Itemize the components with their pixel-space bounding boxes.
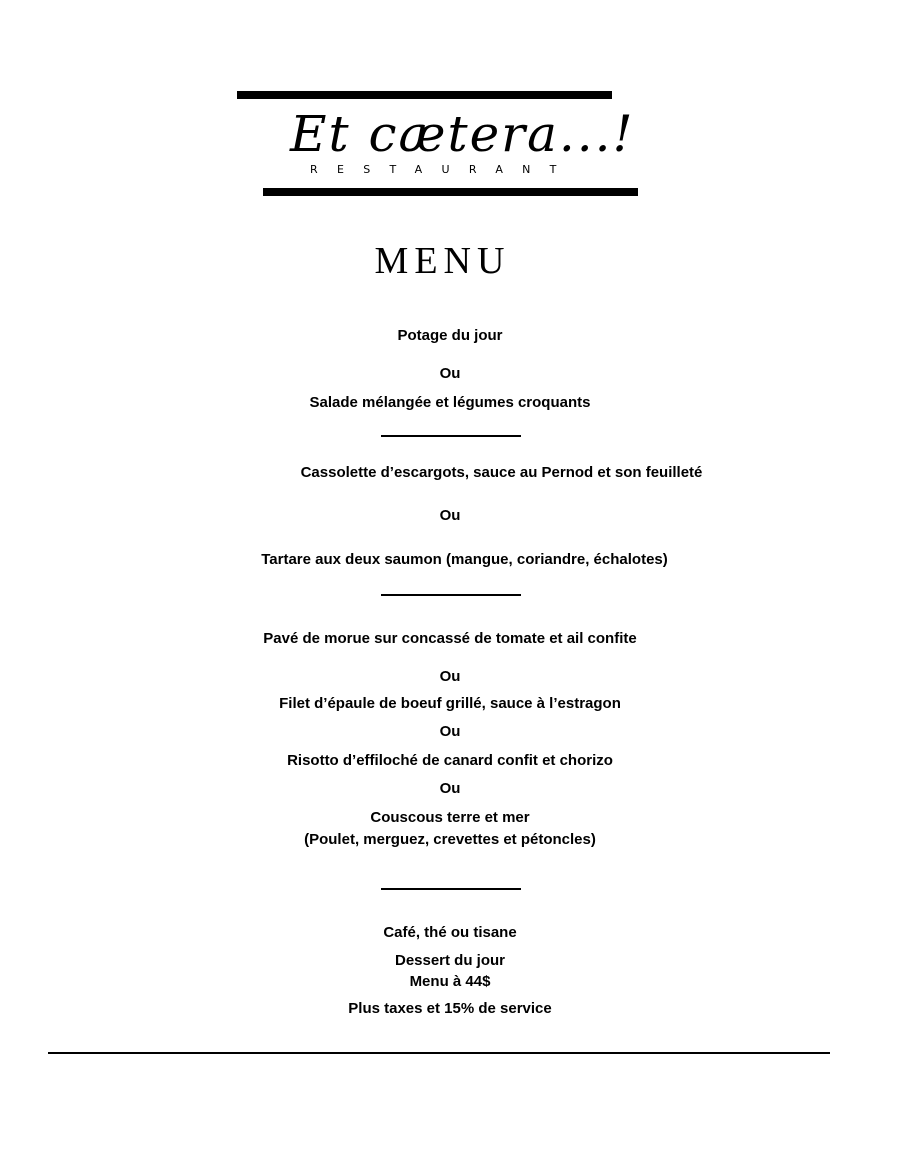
bottom-divider: [48, 1052, 830, 1054]
logo-bottom-bar: [263, 188, 638, 196]
section-divider: [381, 435, 521, 437]
logo-top-bar: [237, 91, 612, 99]
entree-escargots: Cassolette d’escargots, sauce au Pernod et son feuilleté: [300, 464, 703, 481]
restaurant-logo: [0, 0, 900, 200]
logo-subtitle: RESTAURANT: [310, 163, 576, 176]
section-divider: [381, 594, 521, 596]
starter-soup: Potage du jour: [397, 327, 503, 344]
logo-name: Et cætera...!: [290, 105, 635, 163]
main-risotto: Risotto d’effiloché de canard confit et chorizo: [287, 752, 613, 769]
or-separator: Ou: [439, 365, 461, 382]
menu-price: Menu à 44$: [409, 973, 491, 990]
main-couscous-detail: (Poulet, merguez, crevettes et pétoncles): [304, 831, 596, 848]
drinks: Café, thé ou tisane: [383, 924, 517, 941]
dessert: Dessert du jour: [394, 952, 506, 969]
menu-title: MENU: [374, 240, 511, 282]
or-separator: Ou: [439, 780, 461, 797]
or-separator: Ou: [439, 668, 461, 685]
or-separator: Ou: [439, 723, 461, 740]
or-separator: Ou: [439, 507, 461, 524]
section-divider: [381, 888, 521, 890]
main-cod: Pavé de morue sur concassé de tomate et ail confite: [263, 630, 637, 647]
main-couscous: Couscous terre et mer: [370, 809, 530, 826]
entree-tartare: Tartare aux deux saumon (mangue, coriandre, échalotes): [261, 551, 668, 568]
main-beef: Filet d’épaule de boeuf grillé, sauce à l’estragon: [279, 695, 621, 712]
taxes-note: Plus taxes et 15% de service: [348, 1000, 552, 1017]
starter-salad: Salade mélangée et légumes croquants: [309, 394, 591, 411]
